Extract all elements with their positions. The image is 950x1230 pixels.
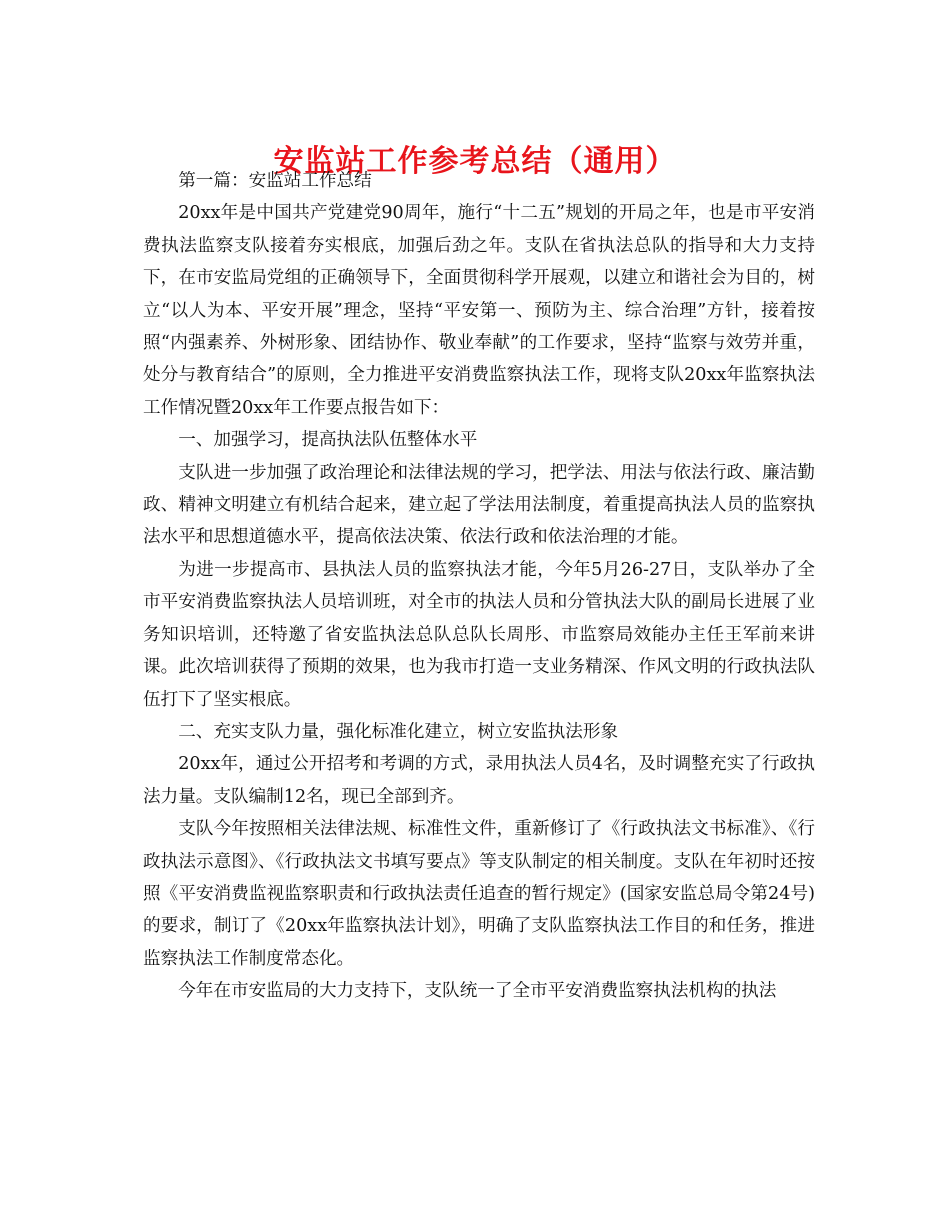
document-body (143, 165, 815, 1008)
paragraph: 20xx年，通过公开招考和考调的方式，录用执法人员4名，及时调整充实了行政执法力量。支队编制12名，现已全部到齐。 (143, 754, 815, 807)
paragraph: 20xx年是中国共产党建党90周年，施行“十二五”规划的开局之年，也是市平安消费执法监察支队接着夯实根底，加强后劲之年。支队在省执法总队的指导和大力支持下，在市安监局党组的正确领导下，全面贯彻科学开展观，以建立和谐社会为目的，树立“以人为本、平安开展”理念，坚持“平安第一、预防为主、综合治理”方针，接着按照“内强素养、外树形象、团结协作、敬业奉献”的工作要求，坚持“监察与效劳并重，处分与教育结合”的原则，全力推进平安消费监察执法工作，现将支队20xx年监察执法工作情况暨20xx年工作要点报告如下： (143, 203, 815, 418)
paragraph: 为进一步提高市、县执法人员的监察执法才能，今年5月26-27日，支队举办了全市平安消费监察执法人员培训班，对全市的执法人员和分管执法大队的副局长进展了业务知识培训，还特邀了省安监执法总队总队长周彤、市监察局效能办主任王军前来讲课。此次培训获得了预期的效果，也为我市打造一支业务精深、作风文明的行政执法队伍打下了坚实根底。 (143, 559, 815, 710)
section-heading: 一、加强学习，提高执法队伍整体水平 (178, 430, 478, 451)
paragraph: 支队今年按照相关法律法规、标准性文件，重新修订了《行政执法文书标准》、《行政执法示意图》、《行政执法文书填写要点》等支队制定的相关制度。支队在年初时还按照《平安消费监视监察职责和行政执法责任追查的暂行规定》(国家安监总局令第24号)的要求，制订了《20xx年监察执法计划》，明确了支队监察执法工作目的和任务，推进监察执法工作制度常态化。 (143, 819, 815, 969)
paragraph: 今年在市安监局的大力支持下，支队统一了全市平安消费监察执法机构的执法 (178, 981, 777, 1002)
section-heading: 第一篇：安监站工作总结 (178, 171, 372, 191)
paragraph: 支队进一步加强了政治理论和法律法规的学习，把学法、用法与依法行政、廉洁勤政、精神文明建立有机结合起来，建立起了学法用法制度，着重提高执法人员的监察执法水平和思想道德水平，提高依法决策、依法行政和依法治理的才能。 (143, 462, 815, 548)
document-title: 安监站工作参考总结（通用） (273, 144, 677, 180)
section-heading: 二、充实支队力量，强化标准化建立，树立安监执法形象 (178, 721, 619, 742)
